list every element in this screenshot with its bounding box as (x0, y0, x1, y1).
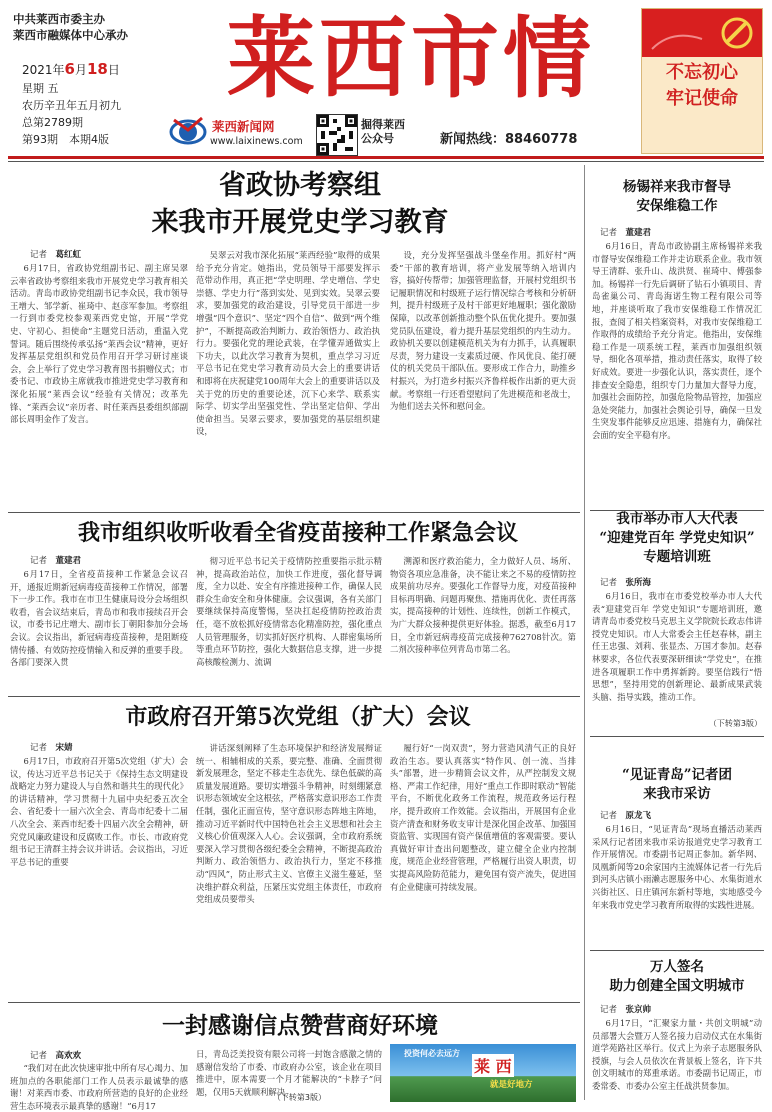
slogan-banner (642, 9, 762, 57)
article2-column-1: 6月17日，全省疫苗接种工作紧急会议召开，通报近期新冠病毒疫苗接种工作情况，部署下一步工作。我市在市卫生健康局设分会场组织收看，省会议结束后，青岛市和我市接续召开会议，市委书记庄增大、副市长丁朝阳参加分会场会议。会议指出，新冠病毒疫苗接种，是阻断疫情传播、有效防控疫情输入和反弹的重要手段。各部门要深入贯 (10, 569, 188, 668)
article2-column-3: 溯源和医疗救治能力，全力做好人员、场所、物资各项应急准备，决不能让来之不易的疫情防控成果前功尽弃。要强化工作督导力度，对疫苗接种目标再明确、问题再聚焦、措施再优化、责任再落实，提高接种的计划性、连续性，创新工作模式，为广大群众接种提供更好体验。据悉，截至6月17日，全市新冠病毒疫苗完成接种762708针次。第二剂次接种率位列青岛市第二名。 (390, 556, 576, 655)
article4-column-1: “我们对在此次快速审批中所有尽心竭力、加班加点的各职能部门工作人员表示最诚挚的感谢！对莱西市委、市政府所营造的良好的企业经营生态环境表示最真挚的感谢！”6月17 (10, 1063, 188, 1111)
article1-byline: 记者 葛红虹 (30, 250, 82, 260)
hotline: 新闻热线：88460778 (440, 132, 578, 147)
weekday: 星期 五 (22, 82, 59, 95)
column-separator (584, 165, 585, 1100)
article2-byline: 记者 董建君 (30, 556, 82, 566)
masthead-title: 莱西市情 (226, 6, 595, 110)
article2-title: 我市组织收听收看全省疫苗接种工作紧急会议 (77, 520, 518, 546)
article1-divider (8, 512, 580, 513)
article1-column-2: 吴翠云对我市深化拓展“莱西经验”取得的成果给予充分肯定。她指出，党员领导干部要发挥示范带动作用，真正把“学史明理、学史增信、学史崇德、学史力行”落到实处、见到实效。吴翠云要求，要加强党的政治建设，引导党员干部进一步增强“四个意识”、坚定“四个自信”、做到“两个维护”，不断提高政治判断力、政治领悟力、政治执行力。要强化党的理论武装，在学懂弄通做实上下功夫，以此次学习教育为契机，重点学习习近平总书记在党史学习教育动员大会上的重要讲话和即将在庆祝建党100周年大会上的重要讲话以及关于党的历史的重要论述，沉下心来学、联系实际学、切实学出坚强党性、学出坚定信仰、学出使命担当。吴翠云要求，要加强党的基层组织建设， (196, 250, 380, 437)
publisher-line2: 莱西市融媒体中心承办 (13, 28, 128, 42)
slogan-line-1: 不忘初心 (666, 62, 738, 83)
side2-title-line2: “迎建党百年 学党史知识” (599, 530, 755, 546)
side3-body: 6月16日，“见证青岛”现场直播活动莱西采风行记者团来我市采访报道党史学习教育工作开展情况。市委副书记周正参加。新华网、凤凰新闻等20余家国内主流媒体记者一行先后到河头店镇小雨濑志愿服务中心、水集街道水兴街社区、日庄镇河东新村等地，实地感受今年来我市党史学习教育所取得的实践性进展。 (592, 824, 762, 910)
article3-divider (8, 1002, 580, 1003)
issue-info: 第93期 本期4版 (22, 133, 109, 146)
site-url[interactable]: www.laixinews.com (210, 136, 303, 147)
qr-caption-2: 公众号 (361, 132, 394, 145)
lunar-date: 农历辛丑年五月初九 (22, 99, 121, 112)
article3-column-3: 履行好“一岗双责”，努力营造风清气正的良好政治生态。要认真落实“特作风、创一流、当排头”部署，进一步精简会议文件，从严控制发文规格、严肃工作纪律，用好“重点工作即时联动”智能平台，不断优化政务工作流程，规范政务运行程序，提升政府工作效能。会议指出，开展国有企业资产清查和财务收支审计是深化国企改革、加强国资监管、实现国有资产保值增值的客观需要。要认真做好审计查出问题整改，建立健全企业内控制度，规范企业经营管理，严格履行出资人职责，切实提高风险防范能力，避免国有资产流失，促进国有企业健康可持续发展。 (390, 743, 576, 892)
article4-continued: （下转第3版） (272, 1093, 326, 1102)
side2-body: 6月16日，我市在市委党校举办市人大代表“迎建党百年 学党史知识”专题培训班，邀请青岛市委党校马克思主义学院院长政志伟讲授党史知识。市人大常委会主任赵春林，副主任王忠强、刘莉、张显杰、万国才参加。赵春林要求，各位代表要深研细读“学党史”，在推进各项履职工作中勇挥新跨。要坚信践行“悟思想”，坚持用党的创新理论、最新成果武装头脑、指导实践，推动工作。 (592, 591, 762, 702)
slogan-box (641, 8, 763, 154)
article2-column-2: 彻习近平总书记关于疫情防控重要指示批示精神，提高政治站位，加快工作进度，强化督导调度，全力以赴、安全有序推进接种工作，确保人民群众生命安全和身体健康。会议强调，各有关部门要继续保持高度警惕，坚决扛起疫情防控政治责任，毫不放松抓好疫情常态化精准防控，强化重点人员管理服务，切实抓好医疗机构、人群密集场所等重点环节防控，强化大数据信息支撑，进一步提高核酸检测力、流调 (196, 556, 382, 667)
article4-byline: 记者 高欢欢 (30, 1051, 82, 1061)
party-emblem-icon (642, 9, 762, 57)
side3-title-line2: 来我市采访 (643, 786, 711, 802)
qr-code-icon (316, 114, 358, 156)
promo-text-1: 投资何必去远方 (404, 1049, 460, 1058)
issue-date: 2021年6月18日 (22, 60, 120, 78)
side2-continued: （下转第3版） (708, 719, 762, 728)
side1-byline: 记者 董建君 (600, 228, 652, 238)
side3-byline: 记者 原龙飞 (600, 811, 652, 821)
header-divider (8, 156, 764, 159)
article4-title: 一封感谢信点赞营商好环境 (162, 1012, 438, 1039)
side3-title-line1: “见证青岛”记者团 (621, 767, 733, 783)
promo-image (390, 1044, 576, 1102)
article3-column-1: 6月17日，市政府召开第5次党组（扩大）会议，传达习近平总书记关于《保持生态文明建设战略定力努力建设人与自然和谐共生的现代化》的讲话精神，学习贯彻十九届中央纪委五次全会、省纪委十一届六次全会、青岛市纪委十二届八次全会、莱西市纪委十四届六次全会精神，研究党风廉政建设和反腐败工作。市长、市政府党组书记王清群主持会议并讲话。会议指出，习近平总书记的重要 (10, 756, 188, 867)
side4-title-line2: 助力创建全国文明城市 (609, 978, 745, 994)
side4-byline: 记者 张京帅 (600, 1005, 652, 1015)
article2-divider (8, 696, 580, 697)
article3-column-2: 讲话深刻阐释了生态环境保护和经济发展辩证统一、相辅相成的关系，要完整、准确、全面贯彻新发展理念，坚定不移走生态优先、绿色低碳的高质量发展道路。要切实增强斗争精神，时刻绷紧意识形态领域安全这根弦，严格落实意识形态工作责任制，强化正面宣传，坚守意识形态阵地主阵地，推动习近平新时代中国特色社会主义思想和社会主义核心价值观深入人心。会议强调，全市政府系统要深入学习贯彻各级纪委全会精神，不断提高政治判断力、政治领悟力、政治执行力，坚定不移推动“四风”，防止形式主义、官僚主义滋生蔓延，坚决维护群众利益，压紧压实党组主体责任，市政府党组成员要带头 (196, 743, 382, 905)
publisher-line1: 中共莱西市委主办 (13, 12, 105, 26)
side2-divider (590, 736, 764, 737)
side2-title-line1: 我市举办市人大代表 (616, 511, 738, 527)
side1-body: 6月16日，青岛市政协副主席杨锡祥来我市督导安保维稳工作并走访联系企业。我市领导王清群、张升山、战洪贤、崔琦中、傅强参加。杨锡祥一行先后调研了钻石小镇项目、青岛雀巢公司、青岛海诺生物工程有限公司等地，并座谈听取了我市安保维稳工作情况汇报，查阅了相关档案资料，对我市安保维稳工作取得的成绩给予充分肯定。他指出，安保维稳工作是一项系统工程，莱西市加强组织领导，细化各项举措，推动责任落实，取得了较好成效。要进一步强化认识，落实责任，逐个排查安全隐患，组织专门力量加大督导力度，加强社会面防控，加强危险物品管控，加强应急处突能力，加强社会舆论引导，确保一旦发生突发事件能够反应迅速、措施有力，确保社会面的安全平稳有序。 (592, 241, 762, 440)
promo-text-3: 就是好地方 (490, 1080, 533, 1090)
header-divider-thin (8, 161, 764, 162)
slogan-line-2: 牢记使命 (666, 88, 738, 109)
article1-title-line1: 省政协考察组 (219, 170, 381, 201)
side1-title-line1: 杨锡祥来我市督导 (623, 179, 731, 195)
qr-caption-1: 掘得莱西 (361, 118, 405, 131)
article3-title: 市政府召开第5次党组（扩大）会议 (125, 704, 471, 730)
side4-title-line1: 万人签名 (650, 959, 704, 975)
total-issue: 总第2789期 (22, 116, 83, 129)
site-logo-icon (168, 112, 208, 146)
side1-title-line2: 安保维稳工作 (636, 198, 718, 214)
side3-divider (590, 950, 764, 951)
side2-byline: 记者 张所海 (600, 578, 652, 588)
site-name: 莱西新闻网 (212, 119, 275, 134)
side4-body: 6月17日，“汇聚家力量・共创文明城”动员部署大会暨万人签名接力启动仪式在水集街道学苑路社区举行。仪式上为亲子志愿服务队授旗，与会人员依次在背景板上签名，许下共创文明城市的郑重承诺。市委副书记周正，市委常委、市委办公室主任战洪贤参加。 (592, 1018, 762, 1091)
article1-column-3: 设，充分发挥坚强战斗堡垒作用。抓好村“两委”干部的教育培训，将产业发展等纳入培训内容，搞好传帮带；加强管理监督，开展村党组织书记履职情况和村级班子运行情况综合考核和分析研判，提升村级班子及村干部更好地履职；强化激励保障，以改革创新推动整个队伍优化提升。要加强党员队伍建设，着力提升基层党组织的内生动力。政协机关要以创建模范机关为有力抓手，认真履职尽责，努力建设一支素质过硬、作风优良、能打硬仗的机关党员干部队伍。要形成工作合力，助推乡村振兴，为打造乡村振兴齐鲁样板作出新的更大贡献。考察组一行还看望慰问了先进模范和老战士，为他们送去关怀和慰问金。 (390, 250, 576, 412)
article1-column-1: 6月17日，省政协党组副书记、副主席吴翠云率省政协考察组来我市开展党史学习教育相关活动。青岛市政协党组副书记李众民，我市领导王增大、邹学新、崔琦中、赵彦军参加。考察组一行到市委党校参观莱西党史馆，开展“学党史、守初心、担使命”主题党日活动，重温入党誓词。随后围绕传承弘扬“莱西会议”精神，更好发挥基层党组织和党员作用召开学习研讨座谈会，会上举行了党史学习教育图书捐赠仪式；市委书记、市政协主席就我市推进党史学习教育和深化拓展“莱西会议”经验有关情况；改革先锋、“莱西会议”亲历者、时任莱西县委组织部副部长周明金作了发言。 (10, 263, 188, 425)
article1-title-line2: 来我市开展党史学习教育 (151, 207, 449, 238)
article4-column-2: 日，青岛泛美投资有限公司将一封饱含感激之情的感谢信发给了市委、市政府办公室，该企业在项目推进中，原本需要一个月才能解决的“卡脖子”问题，仅用5天就顺利解决。 (196, 1049, 382, 1097)
article3-byline: 记者 宋婧 (30, 743, 73, 753)
side2-title-line3: 专题培训班 (643, 549, 711, 565)
promo-text-2: 莱 西 (472, 1054, 514, 1077)
